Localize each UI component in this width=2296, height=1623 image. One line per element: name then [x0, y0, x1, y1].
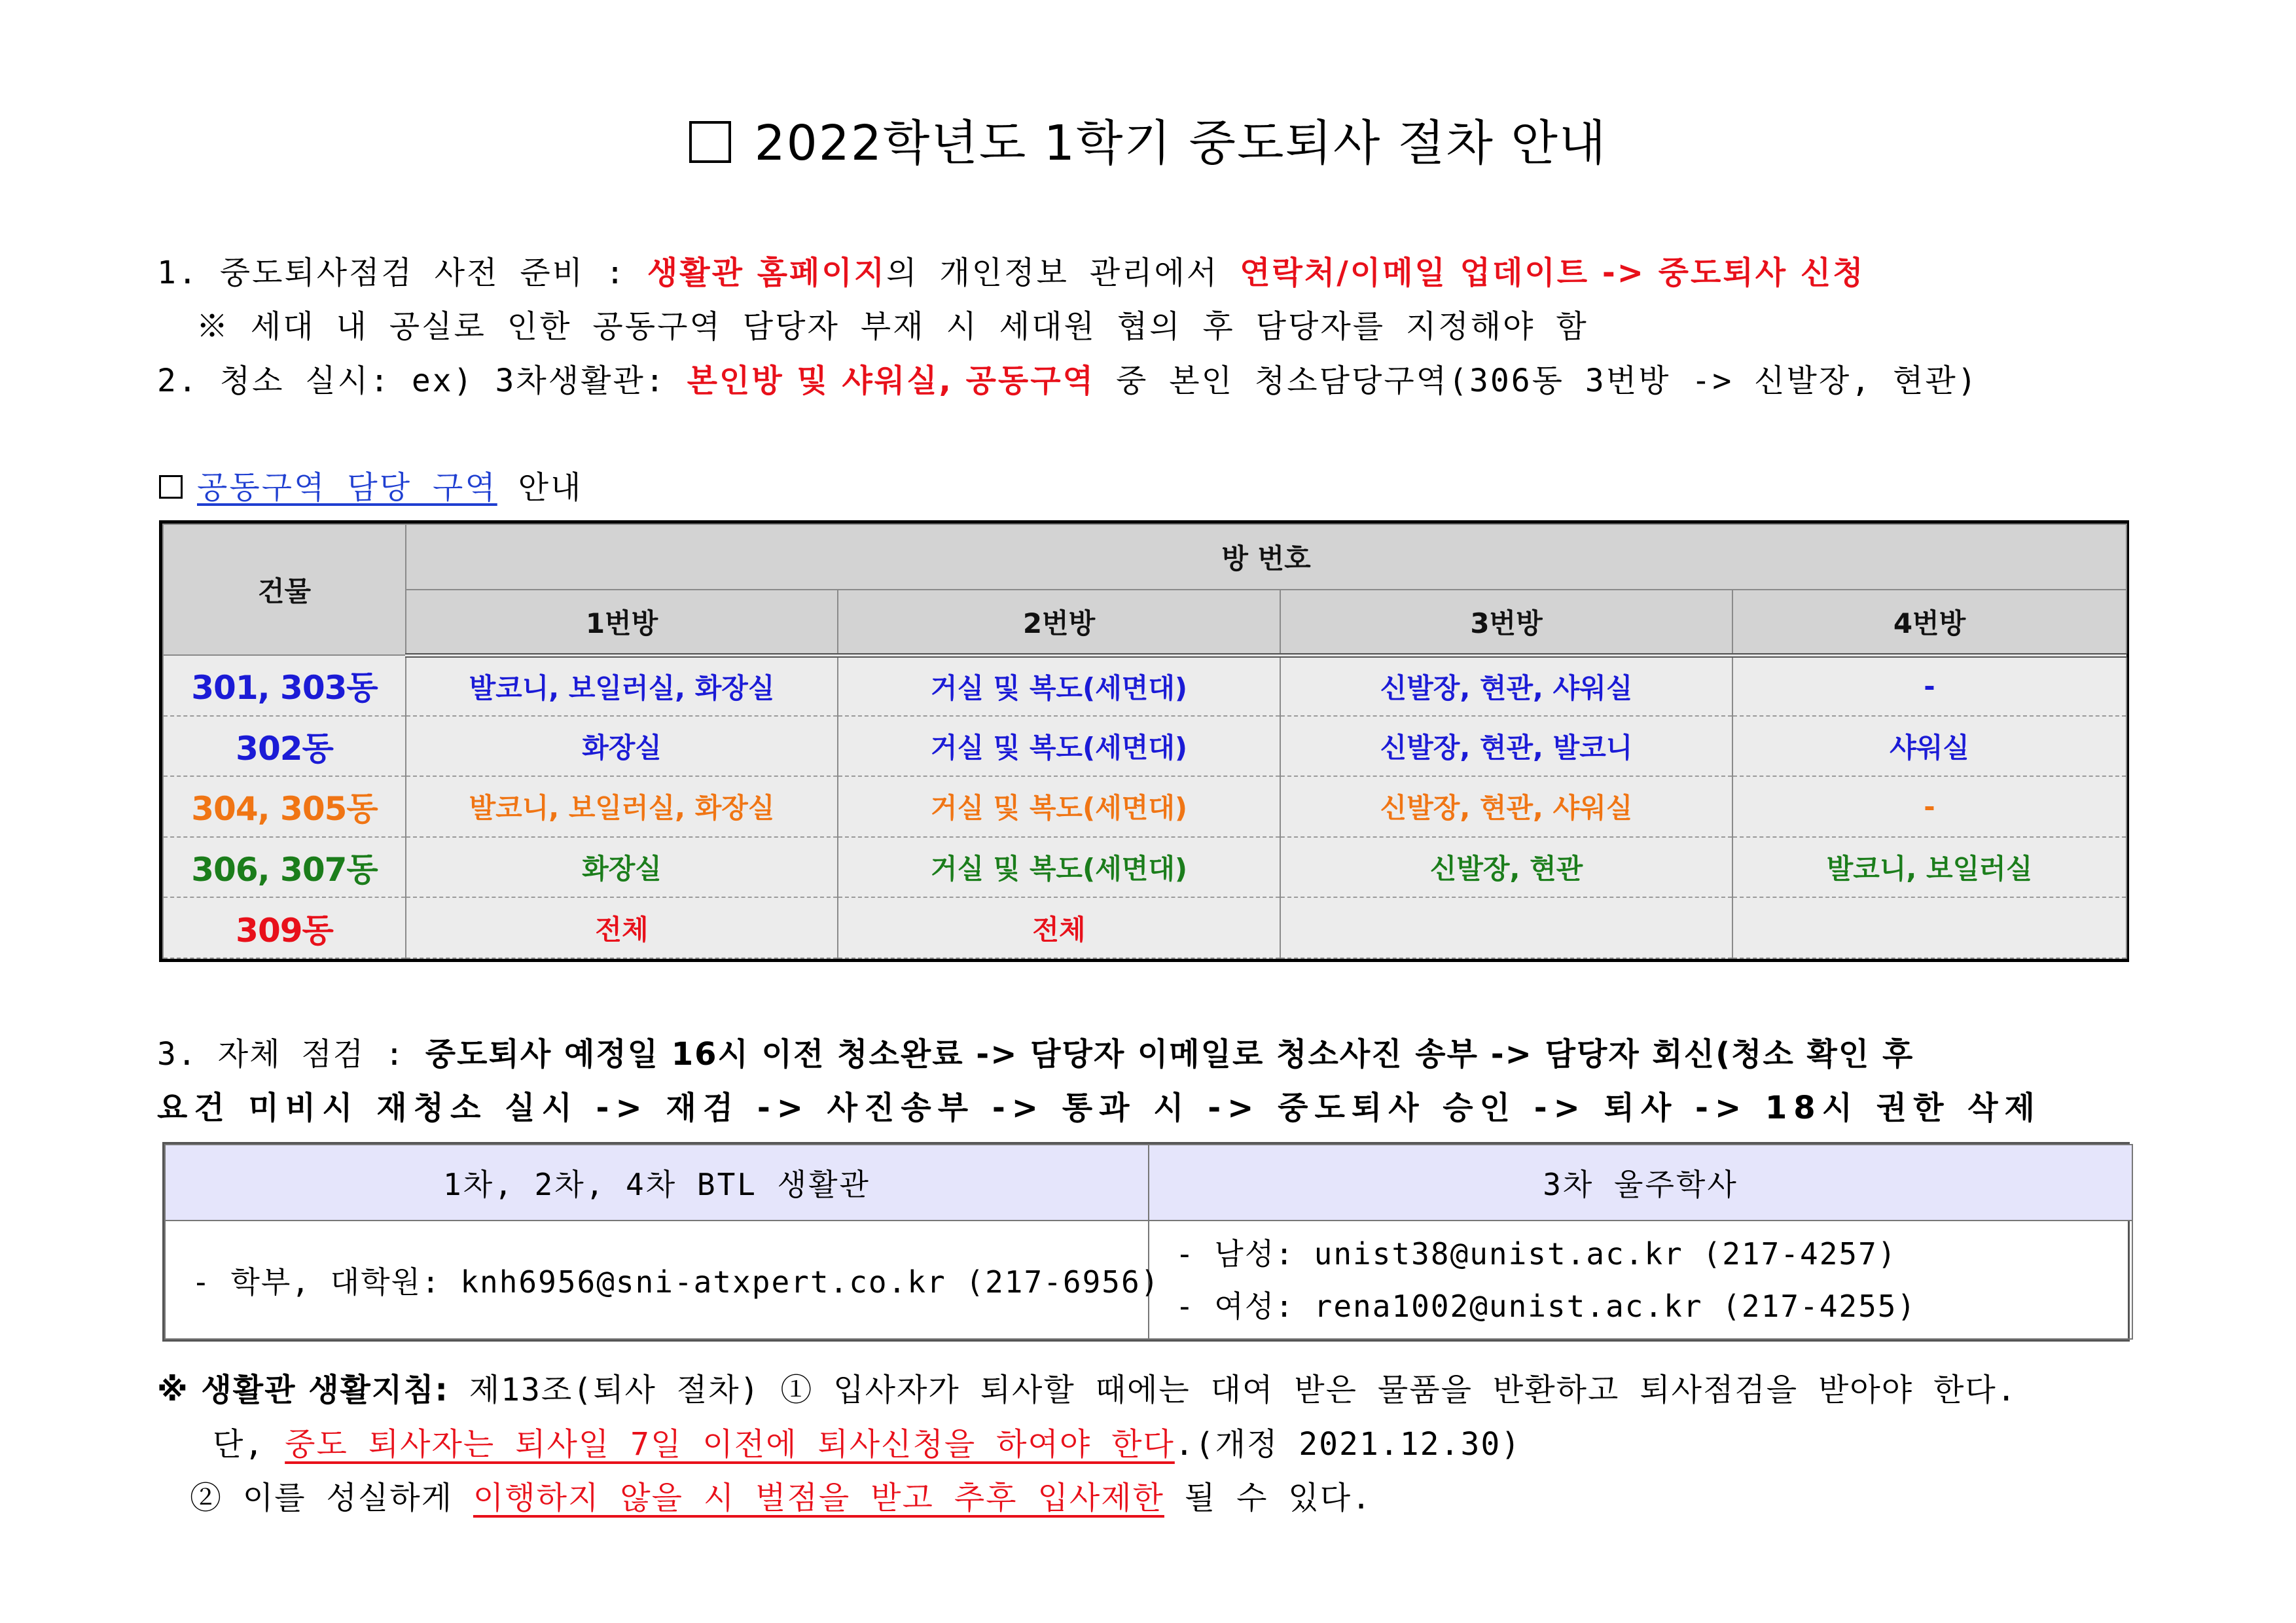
table-cell: 샤워실 [1732, 716, 2126, 777]
table-cell: 거실 및 복도(세면대) [838, 837, 1280, 898]
table-cell: 전체 [406, 897, 838, 958]
header-room-1: 1번방 [406, 590, 838, 655]
guideline-line1: ※ 생활관 생활지침: 제13조(퇴사 절차) ① 입사자가 퇴사할 때에는 대여 받은 물품을 반환하고 퇴사점검을 받아야 한다. [157, 1372, 2017, 1408]
area-assignment-table [159, 520, 2129, 962]
table-cell: 발코니, 보일러실, 화장실 [406, 655, 838, 716]
header-room-2: 2번방 [838, 590, 1280, 655]
update-text: 연락처/이메일 업데이트 -> 중도퇴사 신청 [1240, 255, 1865, 291]
guideline-line2: 단, 중도 퇴사자는 퇴사일 7일 이전에 퇴사신청을 하여야 한다.(개정 2021.12.30) [213, 1426, 1522, 1463]
building-cell: 301, 303동 [163, 655, 406, 716]
table-cell: 화장실 [406, 716, 838, 777]
note1-line: ※ 세대 내 공실로 인한 공동구역 담당자 부재 시 세대원 협의 후 담당자를 지정해야 함 [196, 308, 1588, 345]
table-cell: 화장실 [406, 837, 838, 898]
table-row [163, 776, 2126, 837]
building-cell: 302동 [163, 716, 406, 777]
table-cell: 발코니, 보일러실, 화장실 [406, 776, 838, 837]
table-row [163, 837, 2126, 898]
contact-male: - 남성: unist38@unist.ac.kr (217-4257) [1175, 1236, 1897, 1272]
header-room-4: 4번방 [1732, 590, 2126, 655]
contact-table [162, 1142, 2130, 1342]
step1-line: 1. 중도퇴사점검 사전 준비 : 생활관 홈페이지의 개인정보 관리에서 연락처/이메일 업데이트 -> 중도퇴사 신청 [157, 255, 1865, 291]
table-cell: 신발장, 현관, 샤워실 [1280, 776, 1732, 837]
header-room-number: 방 번호 [406, 524, 2126, 590]
table-cell: 신발장, 현관 [1280, 837, 1732, 898]
contact-header-ulju: 3차 울주학사 [1149, 1145, 2132, 1221]
building-cell: 309동 [163, 897, 406, 958]
guideline-emphasis-2: 이행하지 않을 시 벌점을 받고 추후 입사제한 [473, 1480, 1164, 1516]
contact-btl-entry: - 학부, 대학원: knh6956@sni-atxpert.co.kr (217-6956) [165, 1221, 1149, 1339]
table-cell: 거실 및 복도(세면대) [838, 776, 1280, 837]
table-row [163, 897, 2126, 958]
table-cell: 전체 [838, 897, 1280, 958]
checkbox-square-icon [159, 475, 183, 499]
page-title: 2022학년도 1학기 중도퇴사 절차 안내 [0, 105, 2296, 174]
building-cell: 306, 307동 [163, 837, 406, 898]
homepage-text: 생활관 홈페이지 [647, 255, 887, 291]
checkbox-square-icon [689, 121, 731, 163]
cleaning-areas-text: 본인방 및 샤워실, 공동구역 [687, 363, 1096, 399]
table-row [163, 716, 2126, 777]
table-cell [1732, 897, 2126, 958]
section-area-heading: 공동구역 담당 구역 안내 [159, 462, 583, 507]
table-cell: 거실 및 복도(세면대) [838, 655, 1280, 716]
area-link: 공동구역 담당 구역 [197, 469, 497, 506]
table-cell: 신발장, 현관, 발코니 [1280, 716, 1732, 777]
table-cell: 발코니, 보일러실 [1732, 837, 2126, 898]
step3-line2: 요건 미비시 재청소 실시 -> 재검 -> 사진송부 -> 통과 시 -> 중도퇴사 승인 -> 퇴사 -> 18시 권한 삭제 [157, 1090, 2041, 1126]
header-room-3: 3번방 [1280, 590, 1732, 655]
guideline-emphasis-1: 중도 퇴사자는 퇴사일 7일 이전에 퇴사신청을 하여야 한다 [285, 1426, 1175, 1463]
header-building: 건물 [163, 524, 406, 655]
contact-ulju-entries [1149, 1221, 2132, 1339]
contact-female: - 여성: rena1002@unist.ac.kr (217-4255) [1175, 1288, 1917, 1324]
step2-line: 2. 청소 실시: ex) 3차생활관: 본인방 및 샤워실, 공동구역 중 본인 청소담당구역(306동 3번방 -> 신발장, 현관) [157, 363, 1979, 399]
contact-header-btl: 1차, 2차, 4차 BTL 생활관 [165, 1145, 1149, 1221]
step3-line1: 3. 자체 점검 : 중도퇴사 예정일 16시 이전 청소완료 -> 담당자 이메일로 청소사진 송부 -> 담당자 회신(청소 확인 후 [157, 1036, 1914, 1073]
table-cell [1280, 897, 1732, 958]
table-row [163, 655, 2126, 716]
table-cell: - [1732, 655, 2126, 716]
table-cell: 신발장, 현관, 샤워실 [1280, 655, 1732, 716]
table-cell: 거실 및 복도(세면대) [838, 716, 1280, 777]
building-cell: 304, 305동 [163, 776, 406, 837]
table-cell: - [1732, 776, 2126, 837]
guideline-line3: ② 이를 성실하게 이행하지 않을 시 벌점을 받고 추후 입사제한 될 수 있다. [190, 1480, 1372, 1516]
